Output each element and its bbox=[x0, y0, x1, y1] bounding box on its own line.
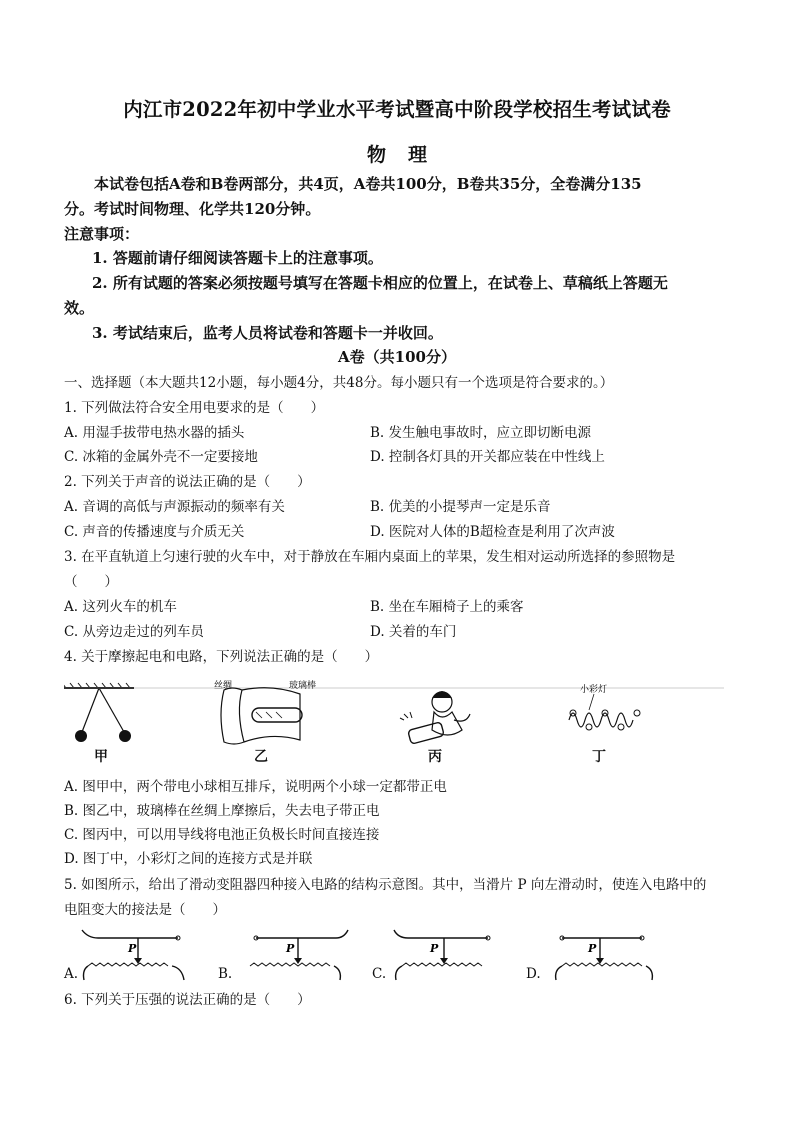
q1-option-d: D. 控制各灯具的开关都应装在中性线上 bbox=[370, 449, 605, 465]
q4-figures bbox=[64, 680, 724, 770]
slider-p-c: P bbox=[430, 942, 439, 955]
figure-label-yi: 乙 bbox=[254, 749, 268, 765]
q3-option-b: B. 坐在车厢椅子上的乘客 bbox=[370, 599, 524, 615]
q4-option-a: A. 图甲中，两个带电小球相互排斥，说明两个小球一定都带正电 bbox=[64, 779, 447, 795]
q2-option-d: D. 医院对人体的B超检查是利用了次声波 bbox=[370, 524, 615, 540]
q3-stem: 3. 在平直轨道上匀速行驶的火车中，对于静放在车厢内桌面上的苹果，发生相对运动所选择的参照物是 bbox=[64, 549, 676, 565]
notes-heading: 注意事项： bbox=[64, 225, 140, 243]
rheostat-diagram-b bbox=[240, 928, 350, 983]
slider-p-d: P bbox=[588, 942, 597, 955]
q4-option-d: D. 图丁中，小彩灯之间的连接方式是并联 bbox=[64, 851, 313, 867]
q5-option-c[interactable]: C. bbox=[372, 966, 387, 982]
figure-yi-silk-rod bbox=[214, 680, 316, 744]
q4-stem: 4. 关于摩擦起电和电路，下列说法正确的是（ ） bbox=[64, 649, 379, 665]
figure-ding-lights bbox=[569, 683, 640, 730]
q5-stem-line-1: 5. 如图所示，给出了滑动变阻器四种接入电路的结构示意图。其中，当滑片 P 向左滑动时，使连入电路中的 bbox=[64, 877, 707, 893]
q1-stem: 1. 下列做法符合安全用电要求的是（ ） bbox=[64, 400, 325, 416]
note-1: 1. 答题前请仔细阅读答题卡上的注意事项。 bbox=[92, 249, 383, 267]
q3-option-a: A. 这列火车的机车 bbox=[64, 599, 177, 615]
figure-jia-balls bbox=[64, 683, 134, 742]
label-silk: 丝绸 bbox=[214, 680, 233, 690]
exam-title: 内江市2022年初中学业水平考试暨高中阶段学校招生考试试卷 bbox=[123, 98, 671, 121]
q4-figure-svg bbox=[64, 680, 724, 770]
subject-title: 物理 bbox=[366, 144, 449, 166]
slider-p-b: P bbox=[286, 942, 295, 955]
q4-option-b: B. 图乙中，玻璃棒在丝绸上摩擦后，失去电子带正电 bbox=[64, 803, 380, 819]
figure-label-ding: 丁 bbox=[592, 749, 606, 765]
label-small-lamp: 小彩灯 bbox=[580, 684, 608, 694]
q3-paren: （ ） bbox=[64, 574, 118, 590]
q2-option-b: B. 优美的小提琴声一定是乐音 bbox=[370, 499, 551, 515]
q6-stem: 6. 下列关于压强的说法正确的是（ ） bbox=[64, 992, 311, 1008]
q3-option-c: C. 从旁边走过的列车员 bbox=[64, 624, 204, 640]
section-one-heading: 一、选择题（本大题共12小题，每小题4分，共48分。每小题只有一个选项是符合要求的。） bbox=[64, 375, 614, 391]
q1-option-a: A. 用湿手拔带电热水器的插头 bbox=[64, 425, 245, 441]
q2-option-c: C. 声音的传播速度与介质无关 bbox=[64, 524, 245, 540]
q2-option-a: A. 音调的高低与声源振动的频率有关 bbox=[64, 499, 285, 515]
slider-p-a: P bbox=[128, 942, 137, 955]
figure-label-jia: 甲 bbox=[94, 749, 108, 765]
q2-stem: 2. 下列关于声音的说法正确的是（ ） bbox=[64, 474, 311, 490]
note-2-line-2: 效。 bbox=[64, 299, 95, 317]
q5-stem-line-2: 电阻变大的接法是（ ） bbox=[64, 902, 226, 918]
figure-label-bing: 丙 bbox=[428, 749, 442, 765]
intro-line-1: 本试卷包括A卷和B卷两部分，共4页，A卷共100分，B卷共35分，全卷满分135 bbox=[94, 175, 642, 193]
rheostat-diagram-a bbox=[80, 928, 190, 983]
q3-option-d: D. 关着的车门 bbox=[370, 624, 457, 640]
intro-line-2: 分。考试时间物理、化学共120分钟。 bbox=[64, 200, 321, 218]
q5-option-d[interactable]: D. bbox=[526, 966, 541, 982]
intro-paragraph bbox=[64, 172, 724, 222]
note-2 bbox=[64, 271, 724, 321]
q1-option-c: C. 冰箱的金属外壳不一定要接地 bbox=[64, 449, 258, 465]
figure-bing-battery bbox=[400, 691, 470, 744]
label-glass-rod: 玻璃棒 bbox=[289, 680, 317, 690]
section-a-heading: A卷（共100分） bbox=[338, 348, 456, 366]
q4-option-c: C. 图丙中，可以用导线将电池正负极长时间直接连接 bbox=[64, 827, 380, 843]
q5-option-a[interactable]: A. bbox=[64, 966, 79, 982]
q1-option-b: B. 发生触电事故时，应立即切断电源 bbox=[370, 425, 592, 441]
rheostat-diagram-d bbox=[552, 928, 662, 983]
note-3: 3. 考试结束后，监考人员将试卷和答题卡一并收回。 bbox=[92, 324, 443, 342]
rheostat-diagram-c bbox=[392, 928, 502, 983]
note-2-line-1: 2. 所有试题的答案必须按题号填写在答题卡相应的位置上，在试卷上、草稿纸上答题无 bbox=[92, 274, 668, 292]
q5-option-b[interactable]: B. bbox=[218, 966, 233, 982]
